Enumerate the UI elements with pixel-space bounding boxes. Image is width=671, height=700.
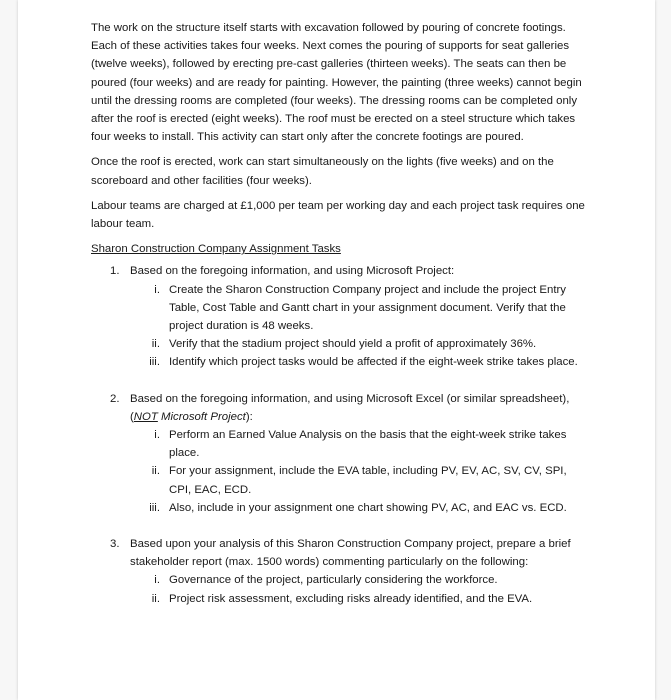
subtask bbox=[91, 335, 591, 353]
subtask bbox=[91, 499, 591, 517]
subtask-text: Verify that the stadium project should yield a profit of approximately 36%. bbox=[169, 338, 537, 351]
task-text: Based upon your analysis of this Sharon Construction Company project, prepare a brief stakeholder report (max. 1500 words) commenting particularly on the following: bbox=[130, 538, 571, 569]
product-name-emphasis: Microsoft Project bbox=[157, 410, 246, 423]
intro-paragraph-3: Labour teams are charged at £1,000 per team per working day and each project task requires one labour team. bbox=[91, 199, 585, 231]
spacer bbox=[91, 372, 591, 390]
task-text-start: Based on the foregoing information, and using Microsoft Excel (or similar spreadsheet), ( bbox=[130, 392, 570, 423]
subtask-text: Project risk assessment, excluding risks already identified, and the EVA. bbox=[169, 592, 533, 605]
subtask-numeral: iii. bbox=[149, 501, 160, 514]
intro-paragraph-2: Once the roof is erected, work can start simultaneously on the lights (five weeks) and on the scoreboard and other facilities (four weeks). bbox=[91, 156, 554, 187]
task-text: Based on the foregoing information, and using Microsoft Project: bbox=[130, 265, 455, 278]
subtask-text: Governance of the project, particularly considering the workforce. bbox=[169, 574, 498, 587]
subtask-numeral: iii. bbox=[149, 356, 160, 369]
subtask-numeral: i. bbox=[154, 283, 160, 296]
subtask bbox=[91, 426, 591, 462]
task-number: 1. bbox=[110, 265, 120, 278]
subtask-text: Identify which project tasks would be affected if the eight-week strike takes place. bbox=[169, 356, 578, 369]
task-2 bbox=[91, 390, 591, 426]
task-number: 2. bbox=[110, 392, 120, 405]
section-heading: Sharon Construction Company Assignment Tasks bbox=[91, 243, 341, 256]
subtask-numeral: i. bbox=[154, 429, 160, 442]
subtask-numeral: i. bbox=[154, 574, 160, 587]
not-emphasis: NOT bbox=[133, 410, 158, 423]
document-body bbox=[91, 19, 591, 608]
spacer bbox=[91, 517, 591, 535]
subtask-text: Create the Sharon Construction Company project and include the project Entry Table, Cost Table and Gantt chart in your assignment document. Verify that the project duration is 48 weeks. bbox=[169, 283, 566, 333]
subtask-text: For your assignment, include the EVA table, including PV, EV, AC, SV, CV, SPI, CPI, EAC, ECD. bbox=[169, 465, 567, 496]
task-1 bbox=[91, 262, 591, 280]
subtask bbox=[91, 462, 591, 498]
subtask bbox=[91, 590, 591, 608]
task-text bbox=[130, 393, 569, 423]
task-number: 3. bbox=[110, 538, 120, 551]
subtask bbox=[91, 281, 591, 336]
document-page bbox=[18, 0, 655, 700]
subtask bbox=[91, 353, 591, 371]
subtask-text: Also, include in your assignment one chart showing PV, AC, and EAC vs. ECD. bbox=[169, 501, 567, 514]
subtask bbox=[91, 571, 591, 589]
subtask-numeral: ii. bbox=[151, 592, 160, 605]
subtask-text: Perform an Earned Value Analysis on the basis that the eight-week strike takes place. bbox=[169, 429, 567, 460]
subtask-numeral: ii. bbox=[151, 338, 160, 351]
task-3 bbox=[91, 535, 591, 571]
task-text-end: ): bbox=[245, 410, 253, 423]
subtask-numeral: ii. bbox=[151, 465, 160, 478]
intro-paragraph-1: The work on the structure itself starts with excavation followed by pouring of concrete footings. Each of these activities takes four weeks. Next comes the pouring of supports for seat galleries (twelve weeks), followed by erecting pre-cast galleries (thirteen weeks). The seats can then be poured (four weeks) and are ready for painting. However, the painting (three weeks) cannot begin until the dressing rooms are completed (four weeks). The dressing rooms can be completed only after the roof is erected (eight weeks). The roof must be erected on a steel structure which takes four weeks to install. This activity can start only after the concrete footings are poured. bbox=[91, 22, 582, 144]
